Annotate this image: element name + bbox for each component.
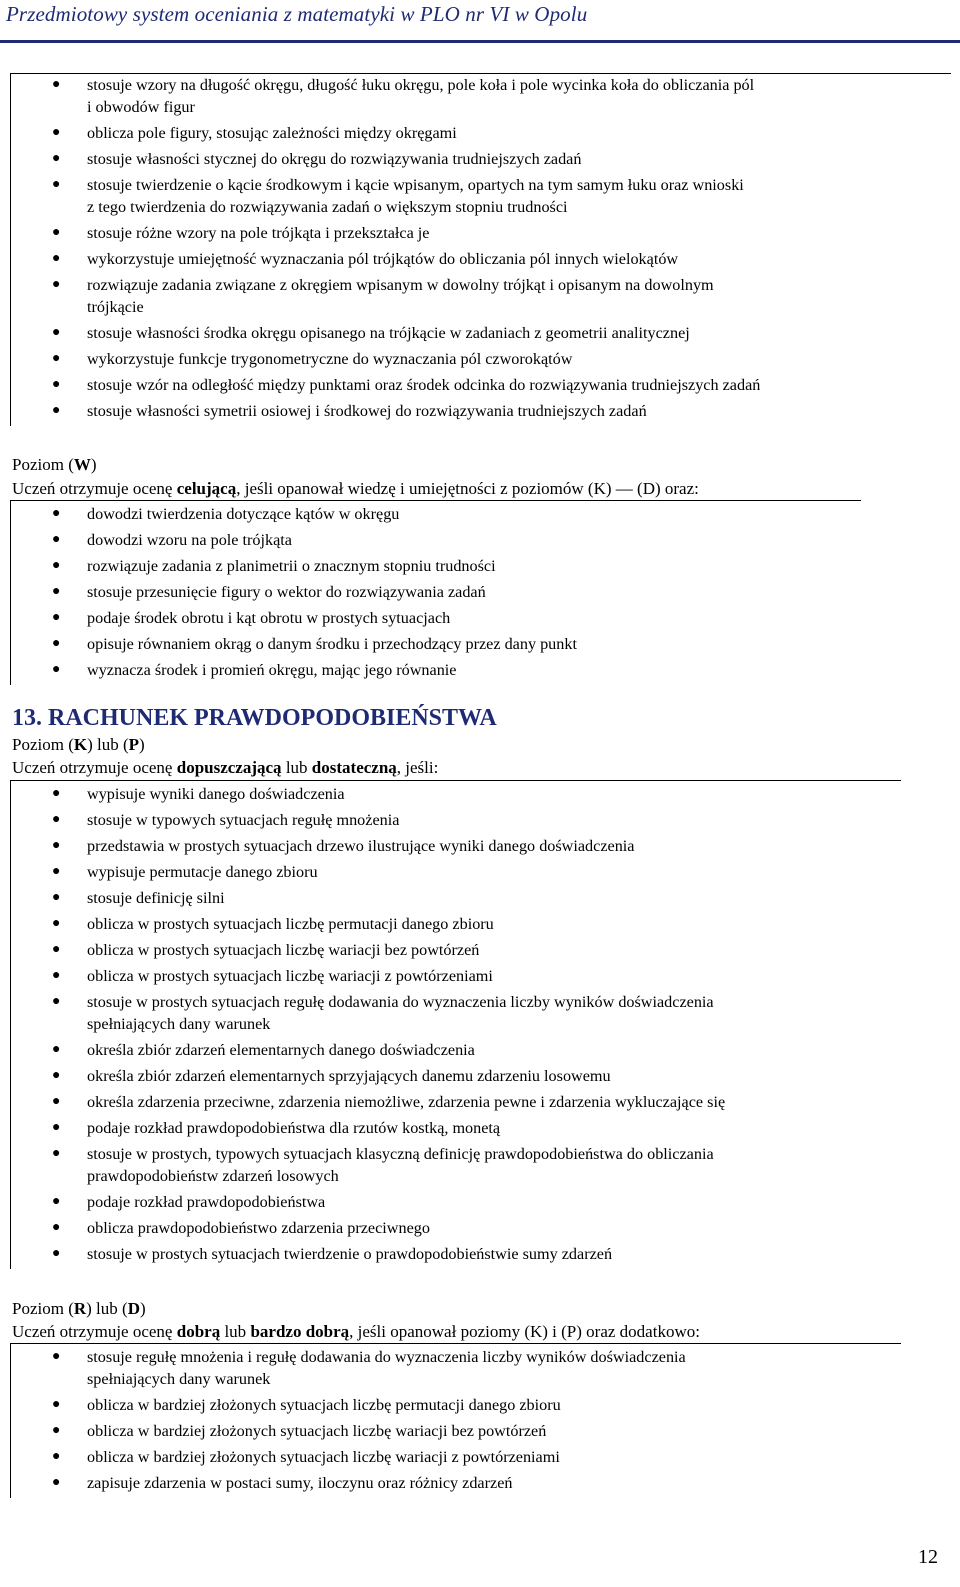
list-item: ● oblicza w bardziej złożonych sytuacjach liczbę wariacji bez powtórzeń — [52, 1422, 547, 1440]
bullet-icon: ● — [52, 277, 61, 292]
list-item: ● określa zbiór zdarzeń elementarnych danego doświadczenia — [52, 1041, 475, 1059]
bullet-icon: ● — [52, 1397, 61, 1412]
bullet-icon: ● — [52, 636, 61, 651]
list-item: ● przedstawia w prostych sytuacjach drzewo ilustrujące wyniki danego doświadczenia — [52, 837, 635, 855]
list-item-continuation: spełniających dany warunek — [87, 1370, 271, 1388]
level-kp-intro: Uczeń otrzymuje ocenę dopuszczającą lub dostateczną, jeśli: — [12, 758, 439, 777]
bullet-icon: ● — [52, 890, 61, 905]
section-title: 13. RACHUNEK PRAWDOPODOBIEŃSTWA — [12, 705, 497, 731]
bullet-icon: ● — [52, 1120, 61, 1135]
list-item-continuation: trójkącie — [87, 298, 144, 316]
list-item: ● stosuje wzór na odległość między punktami oraz środek odcinka do rozwiązywania trudniejszych zadań — [52, 376, 761, 394]
list-item: ● oblicza w prostych sytuacjach liczbę wariacji bez powtórzeń — [52, 941, 480, 959]
bullet-icon: ● — [52, 377, 61, 392]
list-item: ● wypisuje permutacje danego zbioru — [52, 863, 318, 881]
bullet-icon: ● — [52, 610, 61, 625]
list-item: ● oblicza pole figury, stosując zależności między okręgami — [52, 124, 457, 142]
list-item: ● wypisuje wyniki danego doświadczenia — [52, 785, 345, 803]
level-rd-heading: Poziom (R) lub (D) — [12, 1299, 146, 1318]
level-rd-intro: Uczeń otrzymuje ocenę dobrą lub bardzo dobrą, jeśli opanował poziomy (K) i (P) oraz dodatkowo: — [12, 1322, 700, 1341]
level-rd-skill-list — [10, 1343, 901, 1498]
bullet-icon: ● — [52, 1449, 61, 1464]
bullet-icon: ● — [52, 584, 61, 599]
bullet-icon: ● — [52, 532, 61, 547]
bullet-icon: ● — [52, 1042, 61, 1057]
list-item: ● oblicza w bardziej złożonych sytuacjach liczbę permutacji danego zbioru — [52, 1396, 561, 1414]
list-item: ● podaje rozkład prawdopodobieństwa — [52, 1193, 326, 1211]
bullet-icon: ● — [52, 1423, 61, 1438]
list-item: ● stosuje w typowych sytuacjach regułę mnożenia — [52, 811, 400, 829]
bullet-icon: ● — [52, 838, 61, 853]
list-item: ● stosuje definicję silni — [52, 889, 225, 907]
list-item: ● stosuje własności stycznej do okręgu do rozwiązywania trudniejszych zadań — [52, 150, 582, 168]
list-item: ● podaje rozkład prawdopodobieństwa dla rzutów kostką, monetą — [52, 1119, 501, 1137]
bullet-icon: ● — [52, 786, 61, 801]
bullet-icon: ● — [52, 1349, 61, 1364]
list-item: ● rozwiązuje zadania związane z okręgiem wpisanym w dowolny trójkąt i opisanym na dowolnym — [52, 276, 714, 294]
bullet-icon: ● — [52, 942, 61, 957]
list-item: ● określa zbiór zdarzeń elementarnych sprzyjających danemu zdarzeniu losowemu — [52, 1067, 611, 1085]
list-item: ● oblicza prawdopodobieństwo zdarzenia przeciwnego — [52, 1219, 430, 1237]
level-w-heading: Poziom (W) — [12, 455, 97, 474]
list-item: ● dowodzi twierdzenia dotyczące kątów w okręgu — [52, 505, 400, 523]
bullet-icon: ● — [52, 558, 61, 573]
bullet-icon: ● — [52, 1068, 61, 1083]
list-item: ● podaje środek obrotu i kąt obrotu w prostych sytuacjach — [52, 609, 451, 627]
bullet-icon: ● — [52, 1146, 61, 1161]
list-item: ● rozwiązuje zadania z planimetrii o znacznym stopniu trudności — [52, 557, 496, 575]
bullet-icon: ● — [52, 1475, 61, 1490]
list-item: ● stosuje różne wzory na pole trójkąta i przekształca je — [52, 224, 430, 242]
bullet-icon: ● — [52, 968, 61, 983]
header-title: Przedmiotowy system oceniania z matematyki w PLO nr VI w Opolu — [6, 2, 588, 26]
list-item: ● stosuje własności symetrii osiowej i środkowej do rozwiązywania trudniejszych zadań — [52, 402, 647, 420]
bullet-icon: ● — [52, 225, 61, 240]
list-item: ● wykorzystuje umiejętność wyznaczania pól trójkątów do obliczania pól innych wielokątów — [52, 250, 679, 268]
bullet-icon: ● — [52, 177, 61, 192]
list-item-continuation: spełniających dany warunek — [87, 1015, 271, 1033]
bullet-icon: ● — [52, 251, 61, 266]
bullet-icon: ● — [52, 662, 61, 677]
top-skill-items — [11, 74, 951, 422]
top-skill-list — [10, 73, 951, 426]
bullet-icon: ● — [52, 864, 61, 879]
level-w-skill-list — [10, 500, 861, 685]
level-kp-heading: Poziom (K) lub (P) — [12, 735, 145, 754]
level-w-skill-items — [11, 503, 861, 681]
bullet-icon: ● — [52, 151, 61, 166]
bullet-icon: ● — [52, 1246, 61, 1261]
list-item: ● wyznacza środek i promień okręgu, mając jego równanie — [52, 661, 457, 679]
list-item: ● stosuje przesunięcie figury o wektor do rozwiązywania zadań — [52, 583, 486, 601]
bullet-icon: ● — [52, 506, 61, 521]
list-item-continuation: z tego twierdzenia do rozwiązywania zadań o większym stopniu trudności — [87, 198, 568, 216]
bullet-icon: ● — [52, 994, 61, 1009]
list-item: ● stosuje regułę mnożenia i regułę dodawania do wyznaczenia liczby wyników doświadczenia — [52, 1348, 686, 1366]
level-kp-skill-items — [11, 783, 901, 1265]
bullet-icon: ● — [52, 1094, 61, 1109]
list-item: ● stosuje w prostych sytuacjach regułę dodawania do wyznaczenia liczby wyników doświadczenia — [52, 993, 714, 1011]
bullet-icon: ● — [52, 351, 61, 366]
header-rule — [0, 40, 960, 43]
list-item: ● zapisuje zdarzenia w postaci sumy, iloczynu oraz różnicy zdarzeń — [52, 1474, 513, 1492]
list-item: ● stosuje wzory na długość okręgu, długość łuku okręgu, pole koła i pole wycinka koła do obliczania pól — [52, 76, 755, 94]
list-item-continuation: i obwodów figur — [87, 98, 195, 116]
bullet-icon: ● — [52, 325, 61, 340]
page-header — [0, 0, 960, 52]
list-item: ● wykorzystuje funkcje trygonometryczne do wyznaczania pól czworokątów — [52, 350, 573, 368]
list-item: ● dowodzi wzoru na pole trójkąta — [52, 531, 292, 549]
level-rd-skill-items — [11, 1346, 901, 1494]
bullet-icon: ● — [52, 125, 61, 140]
list-item: ● stosuje w prostych, typowych sytuacjach klasyczną definicję prawdopodobieństwa do obliczania — [52, 1145, 714, 1163]
level-kp-skill-list — [10, 780, 901, 1269]
bullet-icon: ● — [52, 812, 61, 827]
list-item: ● stosuje własności środka okręgu opisanego na trójkącie w zadaniach z geometrii analitycznej — [52, 324, 690, 342]
bullet-icon: ● — [52, 77, 61, 92]
list-item: ● stosuje w prostych sytuacjach twierdzenie o prawdopodobieństwie sumy zdarzeń — [52, 1245, 613, 1263]
list-item: ● oblicza w prostych sytuacjach liczbę permutacji danego zbioru — [52, 915, 494, 933]
list-item: ● stosuje twierdzenie o kącie środkowym i kącie wpisanym, opartych na tym samym łuku oraz wnioski — [52, 176, 744, 194]
bullet-icon: ● — [52, 916, 61, 931]
list-item-continuation: prawdopodobieństw zdarzeń losowych — [87, 1167, 339, 1185]
bullet-icon: ● — [52, 1220, 61, 1235]
bullet-icon: ● — [52, 1194, 61, 1209]
level-w-intro: Uczeń otrzymuje ocenę celującą, jeśli opanował wiedzę i umiejętności z poziomów (K) — (D) oraz: — [12, 479, 699, 498]
bullet-icon: ● — [52, 403, 61, 418]
list-item: ● oblicza w bardziej złożonych sytuacjach liczbę wariacji z powtórzeniami — [52, 1448, 560, 1466]
page-number: 12 — [918, 1546, 938, 1568]
list-item: ● oblicza w prostych sytuacjach liczbę wariacji z powtórzeniami — [52, 967, 493, 985]
list-item: ● opisuje równaniem okrąg o danym środku i przechodzący przez dany punkt — [52, 635, 577, 653]
list-item: ● określa zdarzenia przeciwne, zdarzenia niemożliwe, zdarzenia pewne i zdarzenia wykluczające się — [52, 1093, 726, 1111]
